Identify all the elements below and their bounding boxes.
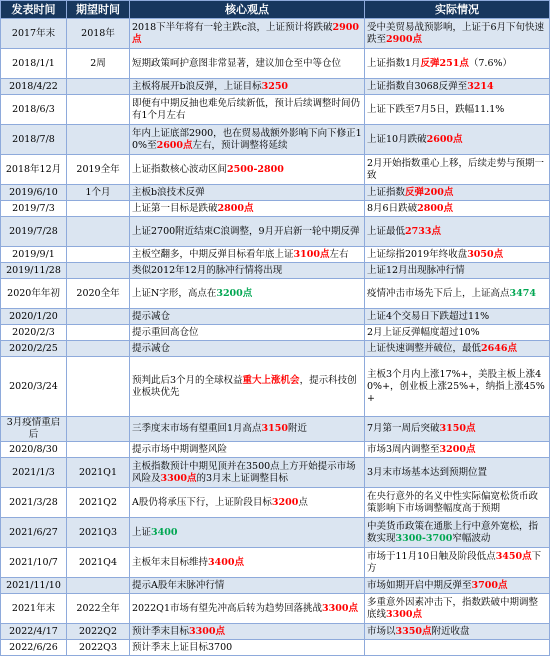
cell-text: 2月上证反弹幅度超过10% (367, 326, 480, 338)
highlight-value: 2600点 (156, 139, 193, 151)
cell-core-view (130, 417, 365, 442)
cell-publish-time: 3月疫情重启后 (1, 417, 67, 442)
table-row (1, 594, 550, 624)
cell-text: 窄幅波动 (452, 532, 491, 544)
table-row (1, 341, 550, 357)
cell-text: 多重意外因素冲击下，指数跌破中期调整底线 (367, 596, 539, 620)
cell-expected-time: 2021Q4 (67, 548, 130, 578)
cell-expected-time: 2021Q3 (67, 518, 130, 548)
cell-actual-result (365, 247, 550, 263)
cell-actual-result (365, 578, 550, 594)
table-row (1, 624, 550, 640)
cell-core-view (130, 263, 365, 279)
cell-publish-time: 2020/2/3 (1, 325, 67, 341)
cell-expected-time: 2018年 (67, 19, 130, 49)
cell-publish-time: 2019/7/28 (1, 217, 67, 247)
cell-text: 点 (298, 496, 308, 508)
cell-actual-result (365, 309, 550, 325)
cell-actual-result (365, 417, 550, 442)
cell-core-view (130, 49, 365, 79)
header-expected-time: 期望时间 (67, 1, 130, 19)
highlight-value: 3250 (261, 80, 289, 92)
table-row (1, 309, 550, 325)
cell-publish-time: 2019/6/10 (1, 185, 67, 201)
cell-core-view (130, 201, 365, 217)
cell-expected-time (67, 309, 130, 325)
table-row (1, 640, 550, 656)
table-row (1, 185, 550, 201)
cell-text: 上证综指2019年终收盘 (367, 248, 468, 260)
cell-expected-time (67, 442, 130, 458)
cell-actual-result (365, 624, 550, 640)
cell-text: 市场3周内调整至 (367, 443, 440, 455)
cell-expected-time: 2022Q2 (67, 624, 130, 640)
cell-publish-time: 2021/6/27 (1, 518, 67, 548)
table-row (1, 49, 550, 79)
cell-text: 疫情冲击市场先下后上，上证高点 (367, 287, 510, 299)
cell-text: 受中美贸易战预影响，上证于6月下旬快速跌至 (367, 21, 545, 45)
cell-core-view (130, 247, 365, 263)
cell-actual-result (365, 442, 550, 458)
highlight-value: 3300-3700 (395, 532, 453, 544)
highlight-value: 反弹251点 (420, 57, 469, 69)
cell-text: 上证4个交易日下跌超过11% (367, 310, 490, 322)
cell-core-view (130, 357, 365, 417)
highlight-value: 3300点 (189, 625, 225, 637)
cell-actual-result (365, 640, 550, 656)
highlight-value: 3050点 (467, 248, 504, 260)
cell-text: （7.6%） (468, 57, 513, 69)
table-row (1, 488, 550, 518)
cell-text: 类似2012年12月的脉冲行情将出现 (132, 264, 283, 276)
cell-text: 市场如期开启中期反弹至 (367, 579, 472, 591)
cell-publish-time: 2022/4/17 (1, 624, 67, 640)
cell-publish-time: 2021/11/10 (1, 578, 67, 594)
highlight-value: 2800点 (417, 202, 454, 214)
highlight-value: 3400点 (208, 556, 244, 568)
cell-text: ，提示科技创业板块优先 (132, 374, 357, 398)
table-body (1, 19, 550, 656)
table-row (1, 155, 550, 185)
cell-text: 2022Q1市场有望先冲高后转为趋势回落挑战 (132, 602, 323, 614)
cell-core-view (130, 624, 365, 640)
cell-expected-time: 2020全年 (67, 279, 130, 309)
cell-text: 上证 (132, 526, 152, 538)
table-row (1, 217, 550, 247)
cell-text: 上证指数1月 (367, 57, 421, 69)
cell-actual-result (365, 594, 550, 624)
highlight-value: 3474 (509, 287, 536, 299)
table-row (1, 279, 550, 309)
cell-actual-result (365, 548, 550, 578)
highlight-value: 2600点 (426, 133, 463, 145)
highlight-value: 3300点 (386, 608, 422, 620)
cell-publish-time: 2022/6/26 (1, 640, 67, 656)
cell-publish-time: 2017年末 (1, 19, 67, 49)
cell-text: 市场于11月10日触及阶段低点 (367, 550, 496, 562)
cell-text: 上证2700附近结束C浪调整，9月开启新一轮中期反弹 (132, 225, 360, 237)
cell-actual-result (365, 185, 550, 201)
table-row (1, 125, 550, 155)
cell-text: 提示重回高仓位 (132, 326, 199, 338)
cell-expected-time: 2021Q2 (67, 488, 130, 518)
highlight-value: 反弹200点 (405, 186, 454, 198)
cell-expected-time: 2022Q3 (67, 640, 130, 656)
cell-actual-result (365, 488, 550, 518)
cell-text: 提示市场中期调整风险 (132, 443, 228, 455)
cell-text: 8月6日跌破 (367, 202, 418, 214)
cell-core-view (130, 458, 365, 488)
highlight-value: 3400 (151, 526, 178, 538)
table-row (1, 79, 550, 95)
cell-actual-result (365, 357, 550, 417)
highlight-value: 2900点 (132, 21, 359, 45)
cell-text: 3月末市场基本达到预期位置 (367, 466, 488, 478)
cell-text: 年内上证底部2900，也在贸易战额外影响下向下修正10%至 (132, 127, 362, 151)
cell-publish-time: 2020年年初 (1, 279, 67, 309)
cell-expected-time (67, 263, 130, 279)
cell-core-view (130, 19, 365, 49)
cell-core-view (130, 640, 365, 656)
cell-actual-result (365, 341, 550, 357)
highlight-value: 3214 (467, 80, 494, 92)
highlight-value: 重大上涨机会 (242, 374, 300, 386)
cell-expected-time (67, 79, 130, 95)
highlight-value: 3200点 (439, 443, 476, 455)
cell-text: 上证指数 (367, 186, 406, 198)
cell-text: 上证指数核心波动区间 (132, 163, 228, 175)
cell-actual-result (365, 279, 550, 309)
highlight-value: 2500-2800 (227, 163, 284, 175)
header-actual-result: 实际情况 (365, 1, 550, 19)
cell-text: 即便有中期反抽也难免后续新低，预计后续调整时间仍有1个月左右 (132, 97, 361, 121)
cell-text: 主板空翻多，中期反弹目标看年底上证 (132, 248, 294, 260)
cell-expected-time: 2周 (67, 49, 130, 79)
cell-publish-time: 2020/8/30 (1, 442, 67, 458)
header-row (1, 1, 550, 19)
cell-core-view (130, 309, 365, 325)
cell-text: 主板3个月内上涨17%+，美股主板上涨40%+，创业板上涨25%+，纳指上涨45%+ (367, 368, 545, 404)
cell-expected-time (67, 341, 130, 357)
table-row (1, 263, 550, 279)
highlight-value: 2733点 (405, 225, 441, 237)
cell-expected-time (67, 357, 130, 417)
cell-text: 的3月末上证调整目标 (196, 472, 289, 484)
cell-core-view (130, 279, 365, 309)
highlight-value: 3200点 (216, 287, 253, 299)
cell-text: 上证指数自3068反弹至 (367, 80, 468, 92)
cell-core-view (130, 442, 365, 458)
cell-actual-result (365, 263, 550, 279)
cell-publish-time: 2019/9/1 (1, 247, 67, 263)
cell-text: 上证N字形，高点在 (132, 287, 217, 299)
cell-actual-result (365, 201, 550, 217)
highlight-value: 3200 (271, 496, 299, 508)
highlight-value: 2800点 (217, 202, 254, 214)
cell-expected-time (67, 201, 130, 217)
highlight-value: 3450点 (495, 550, 532, 562)
table-row (1, 19, 550, 49)
cell-text: 主板年末目标维持 (132, 556, 209, 568)
cell-actual-result (365, 95, 550, 125)
table-row (1, 201, 550, 217)
highlight-value: 3700点 (471, 579, 508, 591)
cell-publish-time: 2021/3/28 (1, 488, 67, 518)
cell-publish-time: 2020/1/20 (1, 309, 67, 325)
table-row (1, 95, 550, 125)
table-row (1, 548, 550, 578)
table-row (1, 247, 550, 263)
cell-actual-result (365, 79, 550, 95)
cell-text: 预计季末上证目标3700 (132, 641, 233, 653)
cell-core-view (130, 185, 365, 201)
cell-text: 上证快速调整并破位，最低 (367, 342, 482, 354)
cell-expected-time: 2021Q1 (67, 458, 130, 488)
cell-publish-time: 2018/6/3 (1, 95, 67, 125)
cell-text: 预判此后3个月的全球权益 (132, 374, 243, 386)
cell-actual-result (365, 49, 550, 79)
table-row (1, 518, 550, 548)
highlight-value: 2900点 (386, 33, 422, 45)
highlight-value: 3150 (261, 423, 288, 434)
highlight-value: 3350点 (395, 625, 432, 637)
cell-core-view (130, 548, 365, 578)
cell-text: 上证12月出现脉冲行情 (367, 264, 465, 276)
cell-text: 下方 (367, 550, 542, 574)
highlight-value: 3300点 (322, 602, 358, 614)
table-row (1, 458, 550, 488)
cell-expected-time (67, 217, 130, 247)
cell-publish-time: 2018/7/8 (1, 125, 67, 155)
cell-expected-time (67, 125, 130, 155)
highlight-value: 3300点 (160, 472, 197, 484)
cell-text: 在央行意外的名义中性实际偏宽松货币政策影响下市场调整幅度高于预期 (367, 490, 539, 514)
cell-expected-time (67, 247, 130, 263)
cell-publish-time: 2018年12月 (1, 155, 67, 185)
cell-text: 左右 (329, 248, 349, 260)
cell-core-view (130, 79, 365, 95)
cell-expected-time: 2019全年 (67, 155, 130, 185)
cell-publish-time: 2018/4/22 (1, 79, 67, 95)
cell-text: 上证下跌至7月5日，跌幅11.1% (367, 103, 505, 115)
cell-text: 附近 (288, 423, 308, 434)
table-row (1, 357, 550, 417)
cell-core-view (130, 125, 365, 155)
cell-text: 左右，预计调整将延续 (192, 139, 288, 151)
cell-core-view (130, 217, 365, 247)
table-row (1, 417, 550, 442)
highlight-value: 3150点 (439, 423, 476, 434)
cell-text: 三季度末市场有望重回1月高点 (132, 423, 262, 434)
cell-text: 预计季末目标 (132, 625, 190, 637)
cell-core-view (130, 341, 365, 357)
cell-actual-result (365, 325, 550, 341)
cell-actual-result (365, 19, 550, 49)
cell-actual-result (365, 217, 550, 247)
cell-expected-time (67, 95, 130, 125)
cell-text: 上证最低 (367, 225, 406, 237)
cell-expected-time (67, 417, 130, 442)
cell-core-view (130, 325, 365, 341)
cell-text: 2018下半年将有一轮主跌c浪，上证预计将跌破 (132, 21, 333, 33)
cell-actual-result (365, 155, 550, 185)
header-core-view: 核心观点 (130, 1, 365, 19)
cell-publish-time: 2019/7/3 (1, 201, 67, 217)
cell-publish-time: 2021/1/3 (1, 458, 67, 488)
cell-publish-time: 2020/3/24 (1, 357, 67, 417)
cell-text: 主板b浪技术反弹 (132, 186, 205, 198)
cell-text: 短期政策呵护意图非常显著，建议加仓至中等仓位 (132, 57, 342, 69)
cell-text: 7月第一周后突破 (367, 423, 440, 434)
cell-text: 上证第一目标是跌破 (132, 202, 218, 214)
cell-expected-time (67, 325, 130, 341)
cell-publish-time: 2021年末 (1, 594, 67, 624)
cell-core-view (130, 594, 365, 624)
cell-text: 主板将展开b浪反弹，上证目标 (132, 80, 262, 92)
table-row (1, 325, 550, 341)
cell-expected-time: 2022全年 (67, 594, 130, 624)
cell-publish-time: 2020/2/25 (1, 341, 67, 357)
cell-core-view (130, 518, 365, 548)
cell-text: 市场以 (367, 625, 396, 637)
cell-text: 提示减仓 (132, 310, 171, 322)
table-row (1, 578, 550, 594)
cell-text: 上证10月跌破 (367, 133, 427, 145)
cell-text: 提示A股年末脉冲行情 (132, 579, 225, 591)
cell-publish-time: 2018/1/1 (1, 49, 67, 79)
cell-actual-result (365, 125, 550, 155)
cell-text: 主板指数预计中期见顶并在3500点上方开始提示市场风险及 (132, 460, 356, 484)
cell-text: 附近收盘 (431, 625, 470, 637)
cell-text: A股仍将承压下行，上证阶段目标 (132, 496, 272, 508)
header-publish-time: 发表时间 (1, 1, 67, 19)
cell-actual-result (365, 458, 550, 488)
cell-core-view (130, 155, 365, 185)
highlight-value: 2646点 (481, 342, 517, 354)
cell-publish-time: 2021/10/7 (1, 548, 67, 578)
cell-core-view (130, 95, 365, 125)
table-row (1, 442, 550, 458)
cell-text: 2月开始指数重心上移，后续走势与预期一致 (367, 157, 545, 181)
cell-text: 中美货币政策在通胀上行中意外宽松，指数实现 (367, 520, 539, 544)
cell-core-view (130, 488, 365, 518)
cell-text: 提示减仓 (132, 342, 171, 354)
cell-core-view (130, 578, 365, 594)
highlight-value: 3100点 (293, 248, 330, 260)
cell-expected-time: 1个月 (67, 185, 130, 201)
cell-expected-time (67, 578, 130, 594)
cell-actual-result (365, 518, 550, 548)
cell-publish-time: 2019/11/28 (1, 263, 67, 279)
